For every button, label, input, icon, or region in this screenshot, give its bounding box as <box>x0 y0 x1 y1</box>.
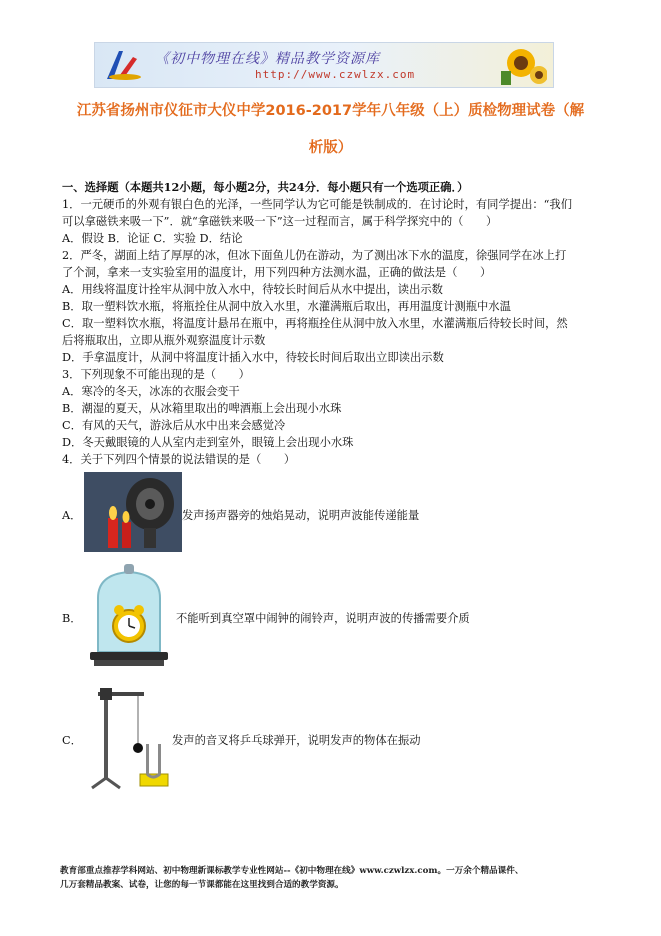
question-line: 2．严冬，湖面上结了厚厚的冰，但冰下面鱼儿仍在游动，为了测出冰下水的温度，徐强同学在冰上打 <box>62 249 567 262</box>
tuning-fork-photo <box>84 682 172 794</box>
option-a-text: 发声扬声器旁的烛焰晃动，说明声波能传递能量 <box>182 509 420 522</box>
option-c-label: C． <box>62 734 82 747</box>
header-banner <box>94 42 554 88</box>
option-line: C．取一塑料饮水瓶，将温度计悬吊在瓶中，再将瓶拴住从洞中放入水里，水灌满瓶后待较长时间，然 <box>62 317 568 330</box>
question-line: 4．关于下列四个情景的说法错误的是（ ） <box>62 453 296 466</box>
banner-title: 《初中物理在线》精品教学资源库 <box>155 51 380 67</box>
sunflower-icon <box>491 45 547 85</box>
option-b-text: 不能听到真空罩中闹钟的闹铃声，说明声波的传播需要介质 <box>176 612 470 625</box>
site-logo-icon <box>103 47 143 83</box>
answer-options: A．假设 B．论证 C．实验 D．结论 <box>62 232 243 245</box>
option-line: B．取一塑料饮水瓶，将瓶拴住从洞中放入水里，水灌满瓶后取出，再用温度计测瓶中水温 <box>62 300 511 313</box>
document-title-line1: 江苏省扬州市仪征市大仪中学2016-2017学年八年级（上）质检物理试卷（解 <box>76 103 585 119</box>
tuning-fork-ball-icon <box>84 682 172 794</box>
bell-jar-photo <box>84 560 174 670</box>
question-line: 3．下列现象不可能出现的是（ ） <box>62 368 250 381</box>
option-line: 后将瓶取出，立即从瓶外观察温度计示数 <box>62 334 266 347</box>
option-line: D．手拿温度计，从洞中将温度计插入水中，待较长时间后取出立即读出示数 <box>62 351 444 364</box>
option-b-label: B． <box>62 612 82 625</box>
option-line: A．寒冷的冬天，冰冻的衣服会变干 <box>62 385 240 398</box>
speaker-candle-icon <box>84 472 182 552</box>
footer-line2: 几万套精品教案、试卷，让您的每一节课都能在这里找到合适的教学资源。 <box>60 880 344 890</box>
question-line: 了个洞，拿来一支实验室用的温度计，用下列四种方法测水温，正确的做法是（ ） <box>62 266 492 279</box>
speaker-candle-photo <box>84 472 182 552</box>
option-line: A．用线将温度计拴牢从洞中放入水中，待较长时间后从水中提出，读出示数 <box>62 283 443 296</box>
question-line: 可以拿磁铁来吸一下”．就“拿磁铁来吸一下”这一过程而言，属于科学探究中的（ ） <box>62 215 498 228</box>
option-line: C．有风的天气，游泳后从水中出来会感觉冷 <box>62 419 286 432</box>
page-footer <box>60 864 610 892</box>
bell-jar-clock-icon <box>84 560 174 670</box>
footer-line1: 教育部重点推荐学科网站、初中物理新课标教学专业性网站--《初中物理在线》www.czwlzx.com。一万余个精品课件、 <box>60 866 524 876</box>
option-line: D．冬天戴眼镜的人从室内走到室外，眼镜上会出现小水珠 <box>62 436 354 449</box>
banner-url[interactable]: http://www.czwlzx.com <box>255 68 416 81</box>
question-line: 1．一元硬币的外观有银白色的光泽，一些同学认为它可能是铁制成的．在讨论时，有同学提出：“我们 <box>62 198 573 211</box>
option-line: B．潮湿的夏天，从冰箱里取出的啤酒瓶上会出现小水珠 <box>62 402 342 415</box>
option-a-label: A． <box>62 509 82 522</box>
option-c-text: 发声的音叉将乒乓球弹开，说明发声的物体在振动 <box>172 734 421 747</box>
section-heading: 一、选择题（本题共12小题，每小题2分，共24分．每小题只有一个选项正确．） <box>62 180 469 194</box>
document-title-line2: 析版） <box>308 140 353 156</box>
